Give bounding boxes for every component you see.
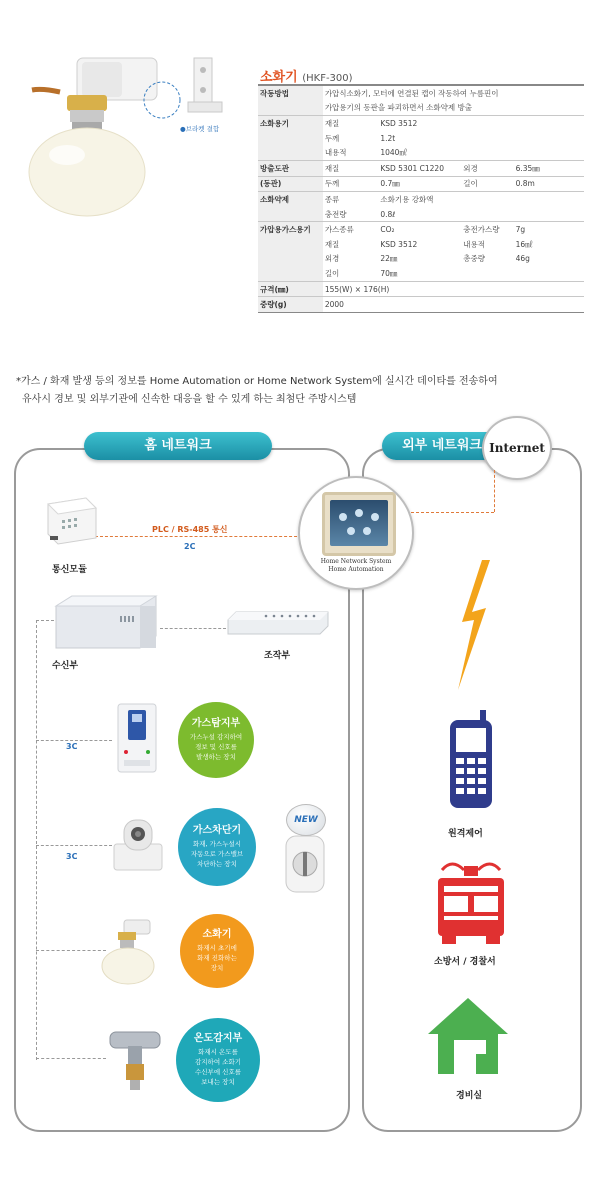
receiver-label: 수신부 xyxy=(52,661,79,671)
spec-category xyxy=(258,207,323,222)
spec-category: 중량(g) xyxy=(258,297,323,313)
spec-value: KSD 5301 C1220 xyxy=(378,160,461,176)
controller-label: 조작부 xyxy=(264,651,291,661)
bracket-image xyxy=(186,56,226,118)
spec-subitem: 내용적 xyxy=(324,148,347,158)
spec-value: 가압용기의 동판을 파괴하면서 소화약제 방출 xyxy=(324,103,473,113)
hn-label-1: Home Network System xyxy=(320,558,392,565)
main-vertical-line xyxy=(36,620,37,1060)
external-network-title: 외부 네트워크 xyxy=(382,432,502,460)
spec-value: 0.7㎜ xyxy=(378,176,461,192)
spec-row xyxy=(258,252,584,267)
spec-subitem-2 xyxy=(461,131,513,146)
lightning-icon xyxy=(452,560,492,690)
internet-badge xyxy=(482,416,552,480)
spec-category: 가압용가스용기 xyxy=(258,222,323,237)
spec-subitem-2 xyxy=(461,266,513,281)
extinguisher-title: 소화기 xyxy=(202,928,232,940)
spec-category xyxy=(258,131,323,146)
temp-sensor-circle xyxy=(176,1018,260,1102)
spec-category xyxy=(258,252,323,267)
spec-category xyxy=(258,266,323,281)
gas-detector-circle xyxy=(178,702,254,778)
spec-category: 방출도관 xyxy=(258,160,323,176)
gas-detector-desc-1: 가스누설 감지하여 xyxy=(189,732,243,741)
spec-value-2 xyxy=(514,207,584,222)
gas-shutoff-desc-1: 화재, 가스누설시 xyxy=(192,839,242,848)
gas-detector-image xyxy=(112,702,162,776)
extinguisher-circle xyxy=(180,914,254,988)
spec-subitem-2 xyxy=(461,192,513,207)
hn-label-2: Home Automation xyxy=(328,566,384,573)
mobile-phone-icon xyxy=(446,710,496,810)
gas-detector-desc-2: 경보 및 신호를 xyxy=(195,742,237,751)
fire-truck-icon xyxy=(434,858,508,948)
spec-value-2: 0.8m xyxy=(514,176,584,192)
security-room-label: 경비실 xyxy=(456,1091,483,1101)
branch-line-extinguisher xyxy=(36,950,106,951)
spec-value-2: 7g xyxy=(514,222,584,237)
internet-line-v xyxy=(494,470,495,512)
temp-sensor-desc-1: 화재시 온도를 xyxy=(198,1047,238,1056)
plc-line xyxy=(95,536,307,537)
cable-3c-label-a: 3C xyxy=(66,742,78,751)
temp-sensor-desc-2: 감지하여 소화기 xyxy=(194,1057,242,1066)
spec-subitem: 두께 xyxy=(324,133,340,143)
gas-shutoff-desc-3: 차단하는 장치 xyxy=(197,859,237,868)
spec-row xyxy=(258,145,584,160)
spec-subitem-2: 내용적 xyxy=(463,239,485,249)
spec-category xyxy=(258,237,323,252)
fire-police-label: 소방서 / 경찰서 xyxy=(434,957,496,967)
spec-subitem: 재질 xyxy=(323,116,379,131)
temp-sensor-image xyxy=(104,1024,168,1094)
new-badge xyxy=(286,804,326,836)
spec-category: 소화약제 xyxy=(258,192,323,207)
internet-label: Internet xyxy=(489,441,545,455)
spec-value: 70㎜ xyxy=(380,268,398,278)
spec-value: 155(W) × 176(H) xyxy=(323,281,584,297)
bracket-label: ●브라켓 결합 xyxy=(180,125,220,133)
product-name: 소화기 xyxy=(260,70,298,85)
new-badge-label: NEW xyxy=(294,815,318,825)
extinguisher-desc-3: 장치 xyxy=(210,963,224,972)
spec-category: 소화용기 xyxy=(258,116,323,131)
spec-value: KSD 3512 xyxy=(378,116,461,131)
spec-subitem: 충전량 xyxy=(324,209,347,219)
extinguisher-image xyxy=(100,914,168,986)
gas-shutoff-image xyxy=(110,814,166,874)
spec-category xyxy=(258,145,323,160)
gas-shutoff-title: 가스차단기 xyxy=(192,824,242,836)
spec-value: 소화기용 강화액 xyxy=(378,192,461,207)
spec-subitem: 재질 xyxy=(324,239,340,249)
new-product-image xyxy=(280,830,330,896)
spec-subitem-2: 길이 xyxy=(461,176,513,192)
spec-category: 규격(㎜) xyxy=(258,281,323,297)
temp-sensor-desc-4: 보내는 장치 xyxy=(201,1077,235,1086)
description-line-1: *가스 / 화재 발생 등의 정보를 Home Automation or Home Network System에 실시간 데이타를 전송하여 xyxy=(16,376,498,387)
spec-subitem: 두께 xyxy=(323,176,379,192)
spec-subitem: 외경 xyxy=(324,254,340,264)
home-network-panel xyxy=(14,448,350,1132)
spec-subitem: 가스종류 xyxy=(323,222,379,237)
home-network-title: 홈 네트워크 xyxy=(84,432,272,460)
spec-value: CO₂ xyxy=(378,222,461,237)
spec-row xyxy=(258,192,584,207)
spec-value-2 xyxy=(514,192,584,207)
gas-detector-desc-3: 발생하는 장치 xyxy=(196,752,236,761)
spec-value: KSD 3512 xyxy=(380,239,418,249)
gas-shutoff-desc-2: 자동으로 가스밸브 xyxy=(190,849,244,858)
spec-value-2: 6.35㎜ xyxy=(514,160,584,176)
spec-value: 2000 xyxy=(323,297,584,313)
spec-subitem: 종류 xyxy=(323,192,379,207)
spec-row xyxy=(258,116,584,131)
spec-value: 22㎜ xyxy=(380,254,398,264)
spec-row xyxy=(258,266,584,281)
spec-row xyxy=(258,131,584,146)
product-model: (HKF-300) xyxy=(302,73,353,84)
spec-row xyxy=(258,297,584,313)
internet-line xyxy=(396,512,494,513)
spec-subitem-2: 총중량 xyxy=(463,254,485,264)
extinguisher-desc-1: 화재시 초기에 xyxy=(197,943,237,952)
branch-line-temp xyxy=(36,1058,106,1059)
cable-3c-label-b: 3C xyxy=(66,852,78,861)
spec-row xyxy=(258,222,584,237)
controller-image xyxy=(226,604,330,638)
gas-detector-title: 가스탐지부 xyxy=(191,717,241,729)
hn-system-device xyxy=(298,476,414,590)
gas-shutoff-circle xyxy=(178,808,256,886)
branch-line-gas-shutoff xyxy=(36,845,112,846)
extinguisher-desc-2: 화재 진화하는 xyxy=(197,953,237,962)
plc-label: PLC / RS-485 통신 xyxy=(152,525,228,534)
spec-value-2 xyxy=(514,266,584,281)
comm-module-label: 통신모듈 xyxy=(52,565,87,575)
receiver-image xyxy=(50,592,162,654)
spec-value: 0.8ℓ xyxy=(380,209,396,219)
spec-value-2: 46g xyxy=(515,254,530,264)
spec-subitem: 길이 xyxy=(324,268,340,278)
spec-subitem-2 xyxy=(461,145,513,160)
spec-subitem-2 xyxy=(461,207,513,222)
temp-sensor-title: 온도감지부 xyxy=(193,1032,243,1044)
spec-category: (동관) xyxy=(258,176,323,192)
house-icon xyxy=(426,996,510,1076)
temp-sensor-desc-3: 수신부에 신호를 xyxy=(194,1067,242,1076)
spec-row xyxy=(258,160,584,176)
spec-subitem: 재질 xyxy=(323,160,379,176)
spec-row xyxy=(258,207,584,222)
spec-subitem-2 xyxy=(461,116,513,131)
spec-value-2 xyxy=(514,116,584,131)
spec-row xyxy=(258,281,584,297)
spec-value-2 xyxy=(514,145,584,160)
spec-value: 1.2t xyxy=(380,133,396,143)
spec-subitem-2: 외경 xyxy=(461,160,513,176)
cable-2c-label: 2C xyxy=(184,542,196,551)
spec-row xyxy=(258,237,584,252)
hn-screen xyxy=(322,492,396,556)
spec-category xyxy=(258,101,323,116)
branch-line-controller xyxy=(160,628,226,629)
remote-control-label: 원격제어 xyxy=(448,829,483,839)
comm-module-image xyxy=(40,494,100,548)
spec-value-2: 16㎖ xyxy=(515,239,533,249)
spec-value-2 xyxy=(514,131,584,146)
spec-row xyxy=(258,85,584,101)
spec-category: 작동방법 xyxy=(258,85,323,101)
spec-row xyxy=(258,101,584,116)
spec-value: 1040㎖ xyxy=(380,148,407,158)
spec-row xyxy=(258,176,584,192)
description-line-2: 유사시 경보 및 외부기관에 신속한 대응을 할 수 있게 하는 최첨단 주방시스템 xyxy=(22,394,357,405)
spec-table xyxy=(258,84,584,313)
branch-line-gas-detector xyxy=(36,740,112,741)
product-title xyxy=(260,66,353,85)
spec-subitem-2: 충전가스량 xyxy=(461,222,513,237)
spec-value: 가압식소화기, 모터에 연결된 캡이 작동하여 누름핀이 xyxy=(323,85,584,101)
